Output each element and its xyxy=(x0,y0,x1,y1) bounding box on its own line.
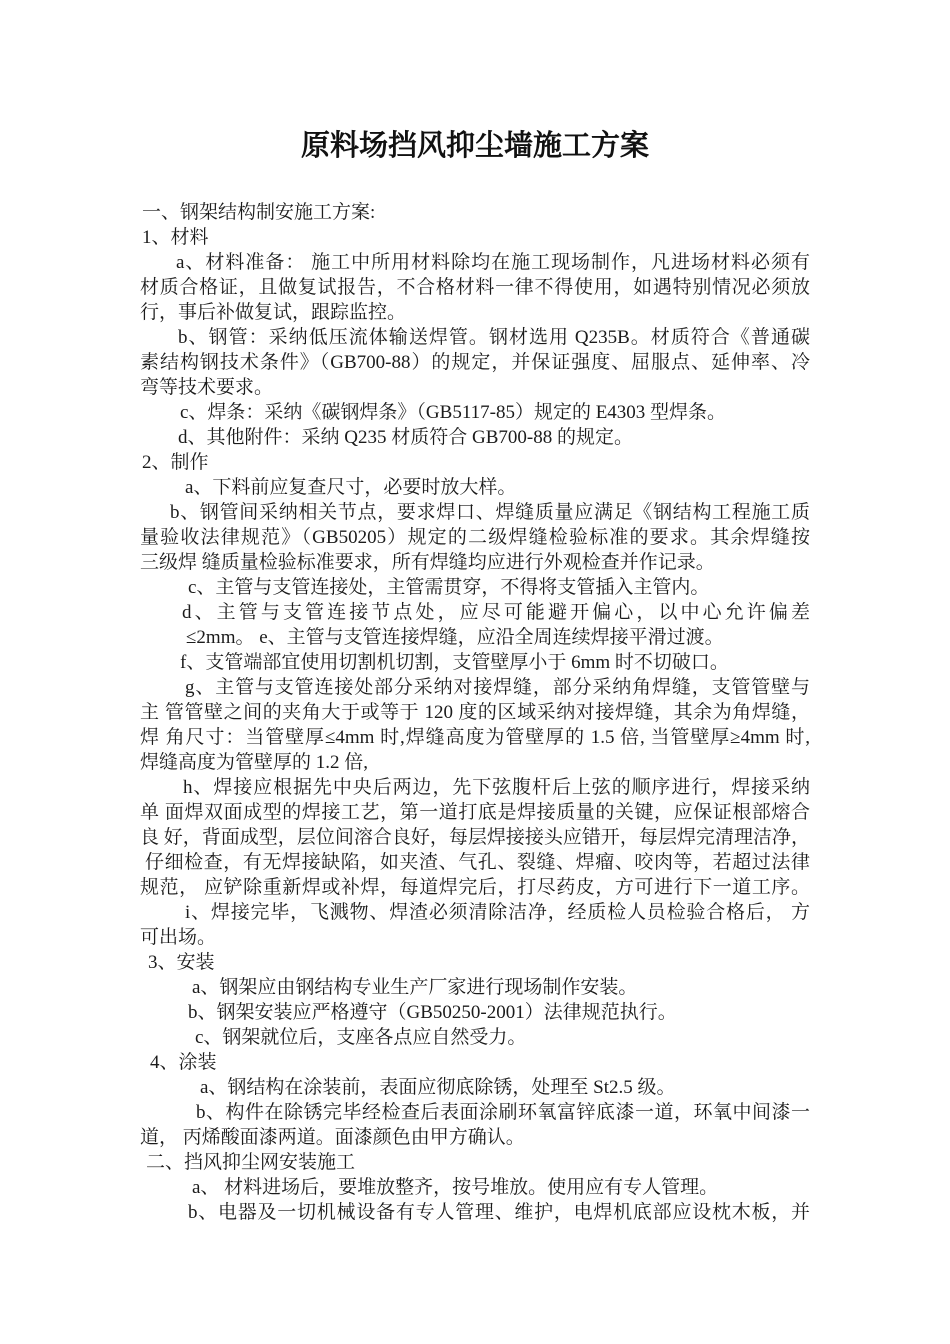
text-line: g、主管与支管连接处部分采纳对接焊缝，部分采纳角焊缝，支管管壁与 xyxy=(185,677,810,698)
text-line: h、焊接应根据先中央后两边，先下弦腹杆后上弦的顺序进行，焊接采纳 xyxy=(183,777,810,798)
text-line: 道， 丙烯酸面漆两道。面漆颜色由甲方确认。 xyxy=(140,1127,525,1148)
text-line: 二、挡风抑尘网安装施工 xyxy=(146,1152,356,1173)
document-body xyxy=(140,200,810,1225)
text-line: d、其他附件：采纳 Q235 材质符合 GB700-88 的规定。 xyxy=(178,427,633,448)
text-line: 材质合格证，且做复试报告，不合格材料一律不得使用，如遇特别情况必须放 xyxy=(140,277,810,298)
text-line: 素结构钢技术条件》（GB700-88）的规定，并保证强度、屈服点、延伸率、冷 xyxy=(140,352,810,373)
text-line: 可出场。 xyxy=(140,927,217,948)
text-line: 焊缝高度为管壁厚的 1.2 倍, xyxy=(140,752,369,773)
text-line: b、构件在除锈完毕经检查后表面涂刷环氧富锌底漆一道，环氧中间漆一 xyxy=(196,1102,810,1123)
text-line: ≤2mm。 e、主管与支管连接焊缝，应沿全周连续焊接平滑过渡。 xyxy=(186,627,724,648)
text-line: 主 管管壁之间的夹角大于或等于 120 度的区域采纳对接焊缝，其余为角焊缝， xyxy=(140,702,810,723)
text-line: 一、钢架结构制安施工方案: xyxy=(142,202,376,223)
text-line: a、 材料进场后，要堆放整齐，按号堆放。使用应有专人管理。 xyxy=(192,1177,719,1198)
text-line: f、支管端部宜使用切割机切割，支管壁厚小于 6mm 时不切破口。 xyxy=(180,652,729,673)
text-line: b、钢管间采纳相关节点，要求焊口、焊缝质量应满足《钢结构工程施工质 xyxy=(170,502,810,523)
text-line: a、钢架应由钢结构专业生产厂家进行现场制作安装。 xyxy=(192,977,638,998)
text-line: a、材料准备： 施工中所用材料除均在施工现场制作，凡进场材料必须有 xyxy=(176,252,810,273)
text-line: d、主管与支管连接节点处，应尽可能避开偏心，以中心允许偏差 xyxy=(182,602,810,623)
document-title: 原料场挡风抑尘墙施工方案 xyxy=(300,130,649,162)
text-line: 2、制作 xyxy=(142,452,209,473)
text-line: 弯等技术要求。 xyxy=(140,377,274,398)
text-line: i、焊接完毕，飞溅物、焊渣必须清除洁净，经质检人员检验合格后， 方 xyxy=(185,902,810,923)
text-line: 单 面焊双面成型的焊接工艺，第一道打底是焊接质量的关键，应保证根部熔合 xyxy=(140,802,810,823)
text-line: 规范， 应铲除重新焊或补焊，每道焊完后，打尽药皮，方可进行下一道工序。 xyxy=(140,877,810,898)
text-line: a、下料前应复查尺寸，必要时放大样。 xyxy=(185,477,517,498)
text-line: a、钢结构在涂装前，表面应彻底除锈，处理至 St2.5 级。 xyxy=(200,1077,676,1098)
text-line: c、钢架就位后，支座各点应自然受力。 xyxy=(195,1027,527,1048)
text-line: 仔细检查，有无焊接缺陷，如夹渣、气孔、裂缝、焊瘤、咬肉等，若超过法律 xyxy=(145,852,810,873)
text-line: 量验收法律规范》（GB50205）规定的二级焊缝检验标准的要求。其余焊缝按 xyxy=(140,527,810,548)
text-line: c、主管与支管连接处，主管需贯穿，不得将支管插入主管内。 xyxy=(188,577,710,598)
text-line: b、钢架安装应严格遵守（GB50250-2001）法律规范执行。 xyxy=(188,1002,677,1023)
text-line: 行，事后补做复试，跟踪监控。 xyxy=(140,302,407,323)
text-line: 焊 角尺寸：当管壁厚≤4mm 时,焊缝高度为管壁厚的 1.5 倍, 当管壁厚≥4mm 时, xyxy=(140,727,810,748)
text-line: b、电器及一切机械设备有专人管理、维护，电焊机底部应设枕木板，并 xyxy=(188,1202,810,1223)
text-line: c、焊条：采纳《碳钢焊条》（GB5117-85）规定的 E4303 型焊条。 xyxy=(180,402,727,423)
text-line: 三级焊 缝质量检验标准要求，所有焊缝均应进行外观检查并作记录。 xyxy=(140,552,715,573)
text-line: 3、安装 xyxy=(148,952,215,973)
text-line: 良 好，背面成型，层位间溶合良好，每层焊接接头应错开，每层焊完清理洁净， xyxy=(140,827,810,848)
text-line: 1、材料 xyxy=(142,227,209,248)
text-line: 4、涂装 xyxy=(150,1052,217,1073)
text-line: b、钢管：采纳低压流体输送焊管。钢材选用 Q235B。材质符合《普通碳 xyxy=(178,327,810,348)
